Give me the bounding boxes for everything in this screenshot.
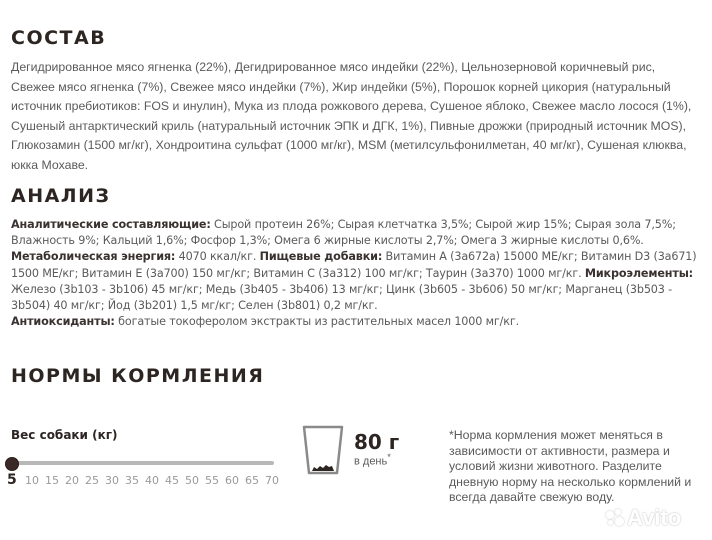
tick-40[interactable]: 40 <box>145 474 159 487</box>
components-label: Аналитические составляющие: <box>11 218 211 231</box>
weight-slider-thumb[interactable] <box>5 457 19 471</box>
energy-label: Метаболическая энергия: <box>11 250 176 264</box>
tick-50[interactable]: 50 <box>185 474 199 487</box>
tick-30[interactable]: 30 <box>105 474 119 487</box>
food-bowl-icon <box>301 424 345 481</box>
per-day-text: в день <box>354 455 388 468</box>
tick-70[interactable]: 70 <box>265 474 279 487</box>
tick-10[interactable]: 10 <box>25 474 39 487</box>
weight-slider-track[interactable] <box>11 461 274 465</box>
weight-label: Вес собаки (кг) <box>11 428 118 442</box>
tick-60[interactable]: 60 <box>225 474 239 487</box>
antioxidants-label: Антиоксиданты: <box>11 315 115 329</box>
per-day-asterisk: * <box>387 452 391 462</box>
antioxidants-text: богатые токоферолом экстракты из растительных масел 1000 мг/кг. <box>114 315 519 329</box>
per-day-label <box>354 452 391 468</box>
microelements-label: Микроэлементы: <box>584 266 693 280</box>
tick-5[interactable]: 5 <box>7 472 17 488</box>
composition-title: СОСТАВ <box>11 27 107 49</box>
tick-35[interactable]: 35 <box>125 474 139 487</box>
feeding-title: НОРМЫ КОРМЛЕНИЯ <box>11 365 265 387</box>
tick-55[interactable]: 55 <box>205 474 219 487</box>
energy-text: 4070 ккал/кг. <box>175 250 260 264</box>
avito-logo-icon <box>606 509 624 527</box>
avito-watermark <box>606 505 681 531</box>
weight-ticks <box>7 472 285 488</box>
tick-15[interactable]: 15 <box>45 474 59 487</box>
composition-text: Дегидрированное мясо ягненка (22%), Дегидрированное мясо индейки (22%), Цельнозерновой коричневый рис, Свежее мясо ягненка (7%), Свежее мясо индейки (7%), Жир индейки (5%), Порошок корней цикория (натуральный источник пребиотиков: FOS и инулин), Мука из плода рожкового дерева, Сушеное яблоко, Свежее масло лосося (1%), Сушеный антарктический криль (натуральный источник ЭПК и ДГК, 1%), Пивные дрожжи (природный источник MOS), Глюкозамин (1500 мг/кг), Хондроитина сульфат (1000 мг/кг), MSM (метилсульфонилметан, 40 мг/кг), Сушеная клюква, юкка Мохаве. <box>11 60 692 172</box>
components-text: Сырой протеин 26%; Сырая клетчатка 3,5%; Сырой жир 15%; Сырая зола 7,5%; Влажность 9%; Кальций 1,6%; Фосфор 1,3%; Омега 6 жирные кислоты 2,7%; Омега 3 жирные кислоты 0,6%. <box>11 218 676 248</box>
tick-25[interactable]: 25 <box>85 474 99 487</box>
additives-label: Пищевые добавки: <box>259 250 383 264</box>
avito-watermark-text: Avito <box>627 505 682 530</box>
additives-text: Витамин А (3a672a) 15000 МЕ/кг; Витамин D3 (3a671) 1500 МЕ/кг; Витамин Е (3a700) 150 мг/кг; Витамин С (3a312) 100 мг/кг; Таурин (3a370) 1000 мг/кг. <box>11 250 697 280</box>
tick-20[interactable]: 20 <box>65 474 79 487</box>
analysis-text <box>11 217 701 330</box>
tick-45[interactable]: 45 <box>165 474 179 487</box>
feeding-note: *Норма кормления может меняться в зависимости от активности, размера и условий жизни животного. Разделите дневную норму на несколько кормлений и всегда давайте свежую воду. <box>449 428 692 505</box>
analysis-title: АНАЛИЗ <box>11 185 111 207</box>
microelements-text: Железо (3b103 - 3b106) 45 мг/кг; Медь (3b405 - 3b406) 13 мг/кг; Цинк (3b605 - 3b606) 50 мг/кг; Марганец (3b503 - 3b504) 40 мг/кг; Йод (3b201) 1,5 мг/кг; Селен (3b801) 0,2 мг/кг. <box>11 282 673 313</box>
tick-65[interactable]: 65 <box>245 474 259 487</box>
daily-amount: 80 г <box>354 430 400 454</box>
